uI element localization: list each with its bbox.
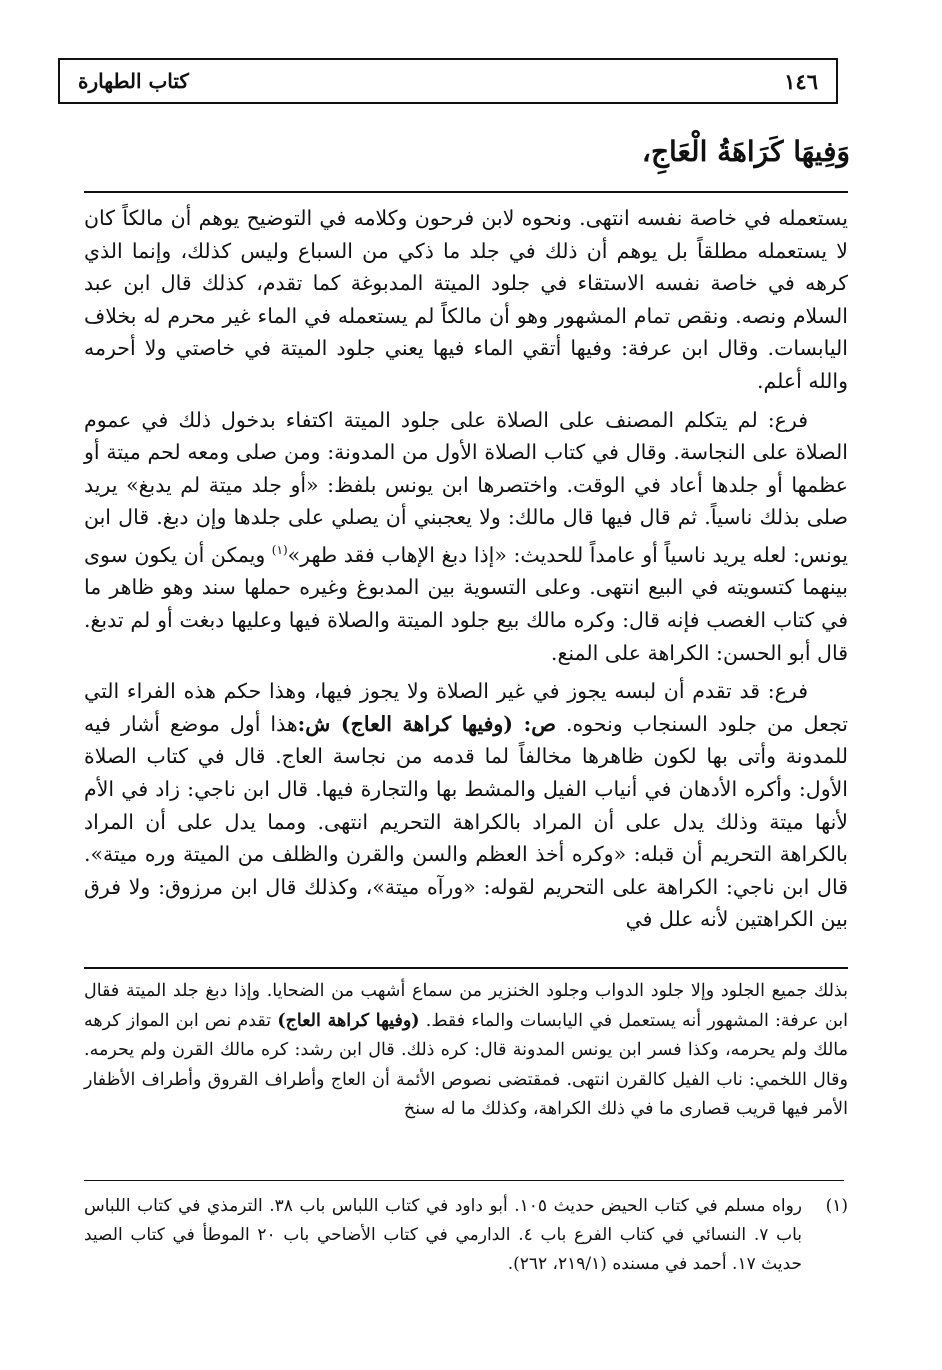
lower-matn-quote: (وفيها كراهة العاج) [277,1010,420,1031]
lower-divider [84,967,848,969]
paragraph-2-text-b: ويمكن أن يكون سوى بينهما كتسويته في البيع انتهى. وعلى التسوية بين المدبوغ وغيره حملها سند وهو ظاهر ما في كتاب الغصب فإنه قال: وكره مالك بيع جلود الميتة والصلاة فيها وعليها دبغت أو لم تدبغ. قال أبو الحسن: الكراهة على المنع. [84,542,848,665]
footnote [84,1192,848,1279]
running-header [58,58,838,104]
lower-text-a: بذلك جميع الجلود وإلا جلود الدواب وجلود الخنزير من سماع أشهب من الضحايا. وإذا دبغ جلد الميتة فقال ابن عرفة: المشهور أنه يستعمل في اليابسات والماء فقط. [84,981,849,1031]
commentary-paragraph-3 [84,675,848,936]
matn-quote: ص: (وفيها كراهة العاج) ش: [297,711,556,736]
footnote-reference[interactable]: (١) [271,542,288,557]
footnote-divider [84,1180,844,1181]
paragraph-3-text-a: فرع: قد تقدم أن لبسه يجوز في غير الصلاة ولا يجوز فيها، وهذا حكم هذه الفراء التي تجعل من جلود السنجاب ونحوه. [84,679,849,736]
paragraph-3-text-b: هذا أول موضع أشار فيه للمدونة وأتى بها لكون ظاهرها مخالفاً لما قدمه من نجاسة العاج. قال في كتاب الصلاة الأول: وأكره الأدهان في أنياب الفيل والمشط بها والتجارة فيها. قال ابن ناجي: زاد في الأم لأنها ميتة وذلك يدل على أن المراد بالكراهة التحريم انتهى. ومما يدل على أن المراد بالكراهة التحريم أن قبله: «وكره أخذ العظم والسن والقرن والظلف من الميتة وره ميتة». قال ابن ناجي: الكراهة على التحريم لقوله: «ورآه ميتة»، وكذلك قال ابن مرزوق: ولا فرق بين الكراهتين لأنه علل في [84,711,848,932]
chapter-title: كتاب الطهارة [78,69,189,93]
footnote-number: (١) [825,1196,848,1216]
footnote-text: رواه مسلم في كتاب الحيض حديث ١٠٥. أبو داود في كتاب اللباس باب ٣٨. الترمذي في كتاب اللباس باب ٧. النسائي في كتاب الفرع باب ٤. الدارمي في كتاب الأضاحي باب ٢٠ الموطأ في كتاب الصيد حديث ١٧. أحمد في مسنده (٢١٩/١، ٢٦٢). [84,1196,802,1274]
commentary-paragraph-1: يستعمله في خاصة نفسه انتهى. ونحوه لابن فرحون وكلامه في التوضيح يوهم أن مالكاً كان لا يستعمله مطلقاً بل يوهم أن ذلك في جلد ما ذكي من السباع وليس كذلك، وإنما الذي كرهه في خاصة نفسه الاستقاء في جلود الميتة المدبوغة كما تقدم، كذلك قال ابن عبد السلام ونصه. ونقص تمام المشهور وهو أن مالكاً لم يستعمله في الماء غير محرم له بخلاف اليابسات. وقال ابن عرفة: وفيها أتقي الماء فيها يعني جلود الميتة في خاصتي ولا أحرمه والله أعلم. [84,206,848,393]
lower-commentary-paragraph [84,977,848,1125]
matn-text: وَفِيهَا كَرَاهَةُ الْعَاجِ، [641,135,850,168]
matn-divider [84,191,848,193]
commentary-paragraph-2 [84,404,848,670]
page-number: ١٤٦ [784,68,818,94]
paragraph-2-text-a: فرع: لم يتكلم المصنف على الصلاة على جلود الميتة اكتفاء بدخول ذلك في عموم الصلاة على النجاسة. وقال في كتاب الصلاة الأول من المدونة: ومن صلى ومعه لحم ميتة أو عظمها أو جلدها أعاد في الوقت. واختصرها ابن يونس بلفظ: «أو جلد ميتة لم يدبغ» يريد صلى بذلك ناسياً. ثم قال فيها قال مالك: ولا يعجبني أن يصلي على جلدها وإن دبغ. قال ابن يونس: لعله يريد ناسياً أو عامداً للحديث: «إذا دبغ الإهاب فقد طهر» [84,407,848,567]
lower-text-b: تقدم نص ابن المواز كرهه مالك ولم يحرمه، وكذا فسر ابن يونس المدونة قال: كره ذلك. قال ابن رشد: كره مالك القرن ولم يحرمه. وقال اللخمي: ناب الفيل كالقرن انتهى. فمقتضى نصوص الأئمة أن العاج وأطراف القروق وأطراف الأظفار الأمر فيها قريب قصارى ما في ذلك الكراهة، وكذلك ما له سنخ [84,1010,848,1120]
commentary [84,202,848,936]
lower-commentary [84,977,848,1125]
footnote-entry [84,1192,848,1279]
